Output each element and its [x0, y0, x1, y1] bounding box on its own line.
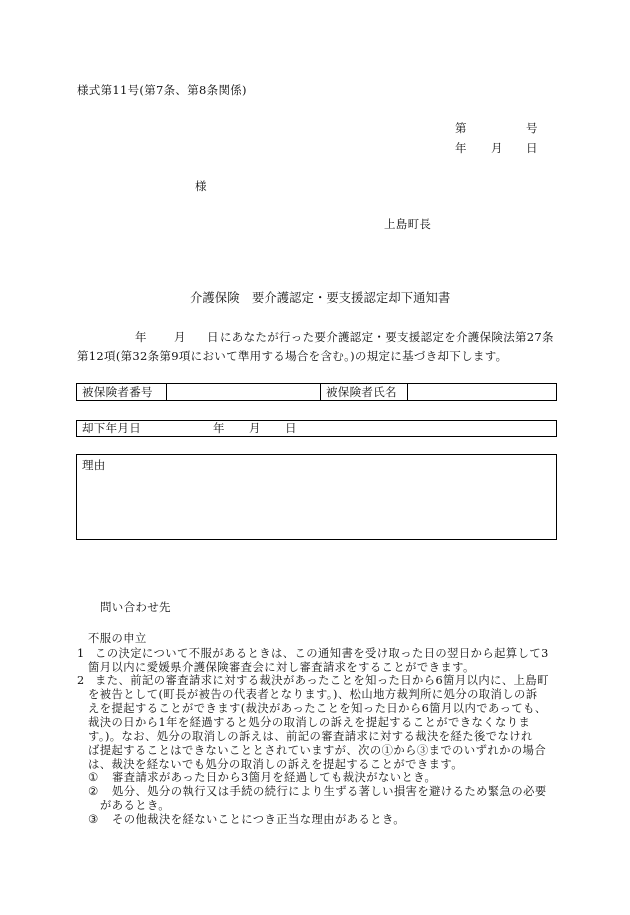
- appeal-item-line: この決定について不服があるときは、この通知書を受け取った日の翌日から起算して3: [95, 647, 549, 660]
- body-date-month: 月: [174, 330, 186, 344]
- appeal-item-line: は、裁決を経ないでも処分の取消しの訴えを提起することができます。: [88, 758, 463, 771]
- issue-date-year: 年: [455, 141, 467, 155]
- insured-number-label-cell: [77, 384, 167, 400]
- insured-name-label-cell: [321, 384, 408, 400]
- issue-date-day: 日: [526, 141, 538, 155]
- insured-table: [76, 383, 557, 401]
- appeal-item-number: 1: [77, 647, 85, 660]
- rejection-date-day: 日: [285, 421, 297, 435]
- rejection-date-year: 年: [213, 421, 225, 435]
- insured-name-label: 被保険者氏名: [326, 385, 397, 399]
- appeal-item-line: えを提起することができます(裁決があったことを知った日から6箇月以内であっても、: [88, 702, 547, 715]
- sender-name: 上島町長: [384, 217, 432, 231]
- appeal-item-line: 裁決の日から1年を経過すると処分の取消しの訴えを提起することができなくなりま: [88, 716, 531, 729]
- body-line-1: にあなたが行った要介護認定・要支援認定を介護保険法第27条: [220, 330, 554, 344]
- appeal-item-line: ば提起することはできないこととされていますが、次の①から③までのいずれかの場合: [88, 744, 547, 757]
- appeal-sub-item-mark: ②: [88, 785, 99, 798]
- form-number: 様式第11号(第7条、第8条関係): [77, 83, 247, 97]
- inquiry-label: 問い合わせ先: [100, 600, 171, 614]
- appeal-item-line: 箇月以内に愛媛県介護保険審査会に対し審査請求をすることができます。: [88, 661, 475, 674]
- reason-box: [76, 454, 557, 540]
- body-date-year: 年: [135, 330, 147, 344]
- appeal-sub-item-line: 処分、処分の執行又は手続の続行により生ずる著しい損害を避けるため緊急の必要: [112, 785, 547, 798]
- doc-number-suffix: 号: [526, 121, 538, 135]
- reason-label: 理由: [82, 458, 106, 472]
- document-title: 介護保険 要介護認定・要支援認定却下通知書: [190, 291, 451, 305]
- appeal-item-line: また、前記の審査請求に対する裁決があったことを知った日から6箇月以内に、上島町: [95, 674, 549, 687]
- appeal-sub-item-line: 審査請求があった日から3箇月を経過しても裁決がないとき。: [112, 771, 437, 784]
- rejection-date-label: 却下年月日: [82, 421, 141, 435]
- appeal-item-line: を被告として(町長が被告の代表者となります。)、松山地方裁判所に処分の取消しの訴: [88, 688, 538, 701]
- appeal-sub-item-line: があるとき。: [100, 799, 171, 812]
- issue-date-month: 月: [491, 141, 503, 155]
- appeal-sub-item-mark: ③: [88, 813, 99, 826]
- rejection-date-month: 月: [249, 421, 261, 435]
- insured-name-value-cell: [408, 384, 556, 400]
- insured-number-value-cell: [167, 384, 321, 400]
- body-date-day: 日: [207, 330, 219, 344]
- body-line-2: 第12項(第32条第9項において準用する場合を含む。)の規定に基づき却下します。: [77, 349, 508, 363]
- appeal-item-line: す。)。なお、処分の取消しの訴えは、前記の審査請求に対する裁決を経た後でなけれ: [88, 730, 533, 743]
- rejection-date-row: [76, 420, 557, 437]
- appeal-sub-item-mark: ①: [88, 771, 99, 784]
- appeal-heading: 不服の申立: [88, 632, 147, 645]
- insured-number-label: 被保険者番号: [82, 385, 153, 399]
- doc-number-prefix: 第: [455, 121, 467, 135]
- recipient-honorific: 様: [195, 179, 207, 193]
- appeal-item-number: 2: [77, 674, 85, 687]
- appeal-sub-item-line: その他裁決を経ないことにつき正当な理由があるとき。: [112, 813, 405, 826]
